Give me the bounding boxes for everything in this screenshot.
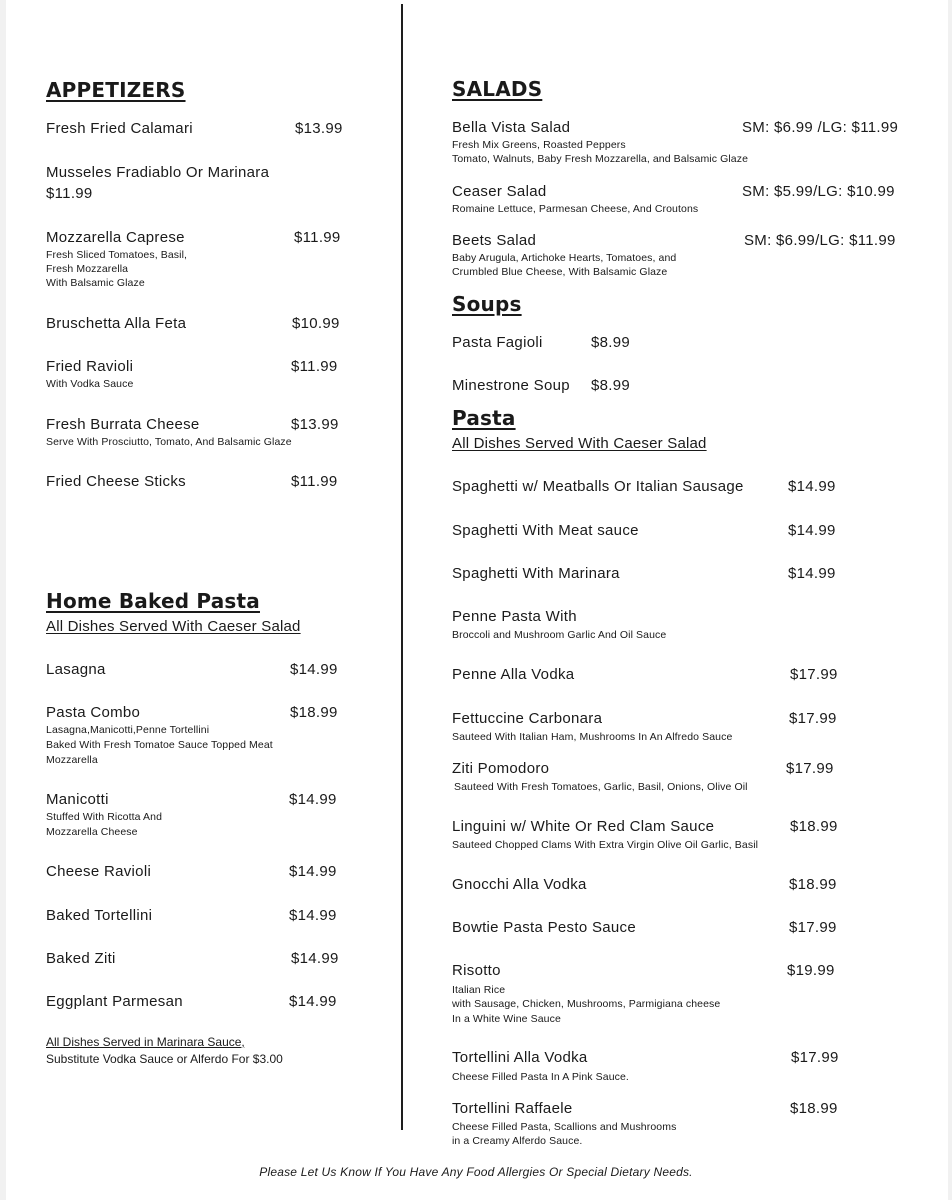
menu-item-price: $13.99 <box>295 120 343 137</box>
menu-item-description: Lasagna,Manicotti,Penne Tortellini <box>46 724 210 736</box>
menu-item-description: Sauteed With Fresh Tomatoes, Garlic, Basil, Onions, Olive Oil <box>454 781 748 793</box>
menu-item-name: Bowtie Pasta Pesto Sauce <box>452 919 636 936</box>
menu-item-name: Fried Ravioli <box>46 358 134 375</box>
page-edge-left <box>0 0 6 1200</box>
menu-item-price: $18.99 <box>790 1100 838 1117</box>
menu-item-description: Fresh Sliced Tomatoes, Basil, <box>46 249 188 261</box>
menu-item-description: Baby Arugula, Artichoke Hearts, Tomatoes, and <box>452 252 677 264</box>
menu-item-description: Cheese Filled Pasta In A Pink Sauce. <box>452 1071 629 1083</box>
menu-item-description: Mozzarella <box>46 754 98 766</box>
menu-item-name: Musseles Fradiablo Or Marinara <box>46 164 270 181</box>
section-title: Home Baked Pasta <box>46 589 260 613</box>
menu-item-price: $8.99 <box>591 377 631 394</box>
menu-item-name: Manicotti <box>46 791 109 808</box>
sauce-substitute-note: Substitute Vodka Sauce or Alferdo For $3.00 <box>46 1052 283 1066</box>
menu-item-description: Broccoli and Mushroom Garlic And Oil Sauce <box>452 629 667 641</box>
menu-item-price: SM: $6.99/LG: $11.99 <box>744 232 896 249</box>
menu-item-name: Bella Vista Salad <box>452 119 571 136</box>
menu-item-price: $14.99 <box>289 863 337 880</box>
menu-item-description: Cheese Filled Pasta, Scallions and Mushrooms <box>452 1121 677 1133</box>
menu-item-price: $14.99 <box>788 478 836 495</box>
menu-item-description: in a Creamy Alferdo Sauce. <box>452 1135 583 1147</box>
section-subtitle: All Dishes Served With Caeser Salad <box>452 435 707 452</box>
menu-item-name: Pasta Fagioli <box>452 334 543 351</box>
menu-item-name: Mozzarella Caprese <box>46 229 185 246</box>
menu-item-name: Tortellini Alla Vodka <box>452 1049 588 1066</box>
menu-item-name: Fresh Fried Calamari <box>46 120 193 137</box>
menu-item-name: Ziti Pomodoro <box>452 760 550 777</box>
menu-item-description: Fresh Mix Greens, Roasted Peppers <box>452 139 626 151</box>
section-title: SALADS <box>452 77 543 101</box>
menu-item-name: Pasta Combo <box>46 704 141 721</box>
menu-item-name: Beets Salad <box>452 232 537 249</box>
menu-item-name: Spaghetti w/ Meatballs Or Italian Sausage <box>452 478 744 495</box>
menu-item-price: $11.99 <box>294 229 341 246</box>
menu-item-price: $14.99 <box>289 791 337 808</box>
menu-item-price: $11.99 <box>291 473 338 490</box>
allergy-footer-note: Please Let Us Know If You Have Any Food Allergies Or Special Dietary Needs. <box>259 1165 693 1179</box>
menu-item-price: $19.99 <box>787 962 835 979</box>
menu-item-name: Fried Cheese Sticks <box>46 473 186 490</box>
menu-item-price: $13.99 <box>291 416 339 433</box>
page-edge-right <box>948 0 952 1200</box>
menu-item-price: $14.99 <box>290 661 338 678</box>
menu-item-name: Minestrone Soup <box>452 377 570 394</box>
menu-item-price: SM: $6.99 /LG: $11.99 <box>742 119 899 136</box>
section-subtitle: All Dishes Served With Caeser Salad <box>46 618 301 635</box>
menu-item-description: In a White Wine Sauce <box>452 1013 561 1025</box>
menu-item-name: Penne Pasta With <box>452 608 577 625</box>
menu-item-description: Italian Rice <box>452 984 506 996</box>
menu-item-name: Spaghetti With Meat sauce <box>452 522 639 539</box>
menu-item-name: Risotto <box>452 962 501 979</box>
menu-item-name: Fresh Burrata Cheese <box>46 416 200 433</box>
menu-item-description: with Sausage, Chicken, Mushrooms, Parmigiana cheese <box>452 998 721 1010</box>
menu-item-description: Mozzarella Cheese <box>46 826 138 838</box>
column-divider <box>401 4 403 1130</box>
menu-item-name: Penne Alla Vodka <box>452 666 575 683</box>
menu-item-price: $14.99 <box>289 907 337 924</box>
menu-item-description: Baked With Fresh Tomatoe Sauce Topped Meat <box>46 739 273 751</box>
menu-item-price: $11.99 <box>291 358 338 375</box>
menu-item-price: $17.99 <box>790 666 838 683</box>
menu-item-description: Sauteed With Italian Ham, Mushrooms In An Alfredo Sauce <box>452 731 733 743</box>
menu-item-price: $14.99 <box>289 993 337 1010</box>
menu-item-price: $17.99 <box>791 1049 839 1066</box>
menu-item-price: $8.99 <box>591 334 631 351</box>
menu-item-name: Bruschetta Alla Feta <box>46 315 187 332</box>
menu-item-description: With Vodka Sauce <box>46 378 134 390</box>
menu-item-price: $14.99 <box>788 565 836 582</box>
menu-item-name: Tortellini Raffaele <box>452 1100 573 1117</box>
menu-item-price: $17.99 <box>786 760 834 777</box>
menu-item-price: $17.99 <box>789 710 837 727</box>
menu-item-name: Cheese Ravioli <box>46 863 152 880</box>
menu-item-price: $11.99 <box>46 185 93 202</box>
section-title: APPETIZERS <box>46 78 186 102</box>
menu-item-description: With Balsamic Glaze <box>46 277 145 289</box>
menu-item-price: $14.99 <box>291 950 339 967</box>
menu-item-name: Gnocchi Alla Vodka <box>452 876 587 893</box>
menu-item-price: $18.99 <box>789 876 837 893</box>
section-title: Soups <box>452 292 522 316</box>
menu-item-price: $17.99 <box>789 919 837 936</box>
menu-item-name: Ceaser Salad <box>452 183 547 200</box>
menu-item-price: $18.99 <box>290 704 338 721</box>
menu-item-name: Fettuccine Carbonara <box>452 710 603 727</box>
menu-item-name: Baked Ziti <box>46 950 116 967</box>
menu-item-name: Eggplant Parmesan <box>46 993 183 1010</box>
menu-item-description: Fresh Mozzarella <box>46 263 129 275</box>
menu-item-description: Serve With Prosciutto, Tomato, And Balsamic Glaze <box>46 436 292 448</box>
menu-item-name: Lasagna <box>46 661 106 678</box>
menu-item-description: Romaine Lettuce, Parmesan Cheese, And Croutons <box>452 203 699 215</box>
menu-item-description: Stuffed With Ricotta And <box>46 811 163 823</box>
menu-item-price: $14.99 <box>788 522 836 539</box>
section-title: Pasta <box>452 406 516 430</box>
menu-item-description: Crumbled Blue Cheese, With Balsamic Glaze <box>452 266 668 278</box>
menu-item-price: SM: $5.99/LG: $10.99 <box>742 183 895 200</box>
menu-item-name: Linguini w/ White Or Red Clam Sauce <box>452 818 715 835</box>
menu-item-price: $10.99 <box>292 315 340 332</box>
menu-item-name: Baked Tortellini <box>46 907 153 924</box>
sauce-note: All Dishes Served in Marinara Sauce, <box>46 1035 245 1049</box>
menu-item-description: Sauteed Chopped Clams With Extra Virgin Olive Oil Garlic, Basil <box>452 839 759 851</box>
menu-item-name: Spaghetti With Marinara <box>452 565 620 582</box>
menu-item-price: $18.99 <box>790 818 838 835</box>
menu-item-description: Tomato, Walnuts, Baby Fresh Mozzarella, and Balsamic Glaze <box>452 153 749 165</box>
